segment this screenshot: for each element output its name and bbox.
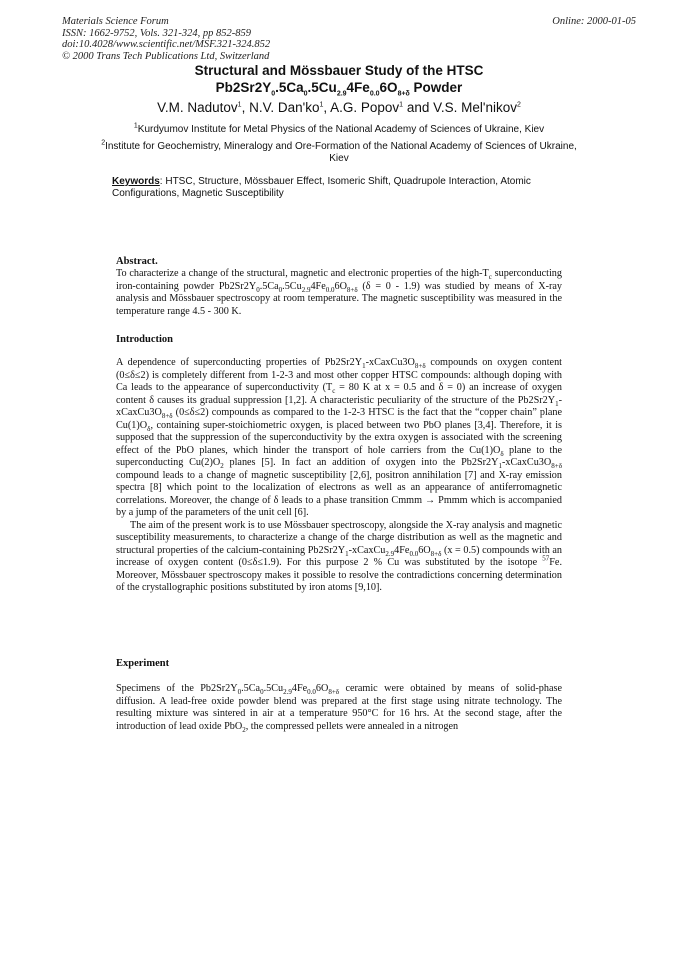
keywords-label: Keywords — [112, 176, 160, 187]
experiment-text: Specimens of the $Pb2Sr2Y_0.5Ca_0.5Cu_{2.9}4Fe_{0.0}6O_{8+\delta}$ ceramic were obtained by means of solid-phase diffusion. A lead-free oxide powder blend was prepared at the first stage using nitrate technology. The resulting mixture was sintered in air at a temperature 950°C for 16 hrs. At the second stage, after the introduction of lead oxide PbO$_2$, the compressed pellets were annealed in a nitrogen — [116, 683, 562, 734]
abstract-text: To characterize a change of the structural, magnetic and electronic properties of the high-$T_c$ superconducting iron-containing powder $Pb2Sr2Y_0.5Ca_0.5Cu_{2.9}4Fe_{0.0}6O_{8+\delta}$ (δ = 0 - 1.9) was studied by means of X-ray analysis and Mössbauer spectroscopy at room temperature. The magnetic susceptibility was measured in the temperature range 4.5 - 300 K. — [116, 268, 562, 317]
title-line-1: Structural and Mössbauer Study of the HTSC — [194, 63, 484, 78]
affiliation-1: $^1$Kurdyumov Institute for Metal Physics of the National Academy of Sciences of Ukraine, Kiev — [133, 122, 545, 135]
author-list: V.M. Nadutov$^1$, N.V. $Dan'ko^1$, A.G. Popov$^1$ and V.S. Mel'nikov$^2$ — [157, 100, 521, 115]
copyright-line: © 2000 Trans Tech Publications Ltd, Switzerland — [62, 50, 270, 62]
introduction-heading: Introduction — [116, 334, 173, 345]
affiliation-2: $^2$Institute for Geochemistry, Mineralogy and Ore-Formation of the National Academy of Sciences of Ukraine, Kiev — [101, 139, 577, 164]
intro-paragraph-1: A dependence of superconducting properties of $Pb2Sr2Y_1-xCaxCu3O_{8+\delta}$ compounds on oxygen content (0≤δ≤2) is completely different from 1-2-3 and most other copper HTSC compounds: although doping with Ca leads to the appearance of superconductivity ($T_c = 80$ K at x = 0.5 and δ = 0) an increase of oxygen content δ causes its gradual suppression [1,2]. A characteristic peculiarity of the structure of the $Pb2Sr2Y_1-xCaxCu3O_{8+\delta}$ (0≤δ≤2) compounds as compared to the 1-2-3 HTSC is the fact that the “copper chain” plane $Cu(1)O_\delta$, containing super-stoichiometric oxygen, is placed between two PbO planes [3,4]. Therefore, it is supposed that the suppression of the superconductivity by the extra oxygen is associated with the screening effect of the PbO planes, which hinder the transport of hole carriers from the $Cu(1)O_\delta$ plane to the superconducting $Cu(2)O_2$ planes [5]. In fact an addition of oxygen into the $Pb2Sr2Y_1-xCaxCu3O_{8+\delta}$ compound leads to a change of magnetic susceptibility [2,6], positron annihilation [7] and X-ray emission spectra [8] which point to the localization of electrons as well as an appearance of antiferromagnetic correlations. Moreover, the change of δ leads to a phase transition Cmmm → Pmmm which is accompanied by a jump of the parameters of the unit cell [6]. — [116, 357, 563, 518]
keywords — [112, 176, 578, 200]
paper-title — [0, 62, 678, 96]
title-line-2 — [0, 79, 678, 96]
intro-paragraph-2: The aim of the present work is to use Mössbauer spectroscopy, alongside the X-ray analysis and magnetic susceptibility measurements, to characterize a change of the charge distribution as well as the magnetic and structural properties of the calcium-containing $Pb2Sr2Y_1-xCaxCu_{2.9}4Fe_{0.0}6O_{8+\delta}$ (x = 0.5) compounds with an increase of oxygen content (0≤δ≤1.9). For this purpose 2 % Cu was substituted by the isotope $^{57}$Fe. Moreover, Mössbauer spectroscopy makes it possible to resolve the contradictions concerning determination of the crystallographic positions substituted by iron atoms [9,10]. — [116, 519, 562, 593]
journal-name: Materials Science Forum — [62, 16, 169, 27]
doi-line[interactable]: doi:10.4028/www.scientific.net/MSF.321-324.852 — [62, 39, 271, 50]
title-suffix: Powder — [409, 80, 463, 95]
keywords-text: : HTSC, Structure, Mössbauer Effect, Isomeric Shift, Quadrupole Interaction, Atomic Configurations, Magnetic Susceptibility — [112, 176, 531, 199]
abstract-heading: Abstract. — [116, 256, 158, 267]
online-date: Online: 2000-01-05 — [552, 16, 636, 27]
publication-meta — [62, 16, 270, 62]
issn-line: ISSN: 1662-9752, Vols. 321-324, pp 852-859 — [62, 27, 251, 39]
title-formula: $Pb2Sr2Y_0.5Ca_0.5Cu_{2.9}4Fe_{0.0}6O_{8+\delta}$ — [215, 80, 410, 98]
experiment-heading: Experiment — [116, 658, 170, 669]
introduction-section — [116, 357, 562, 595]
